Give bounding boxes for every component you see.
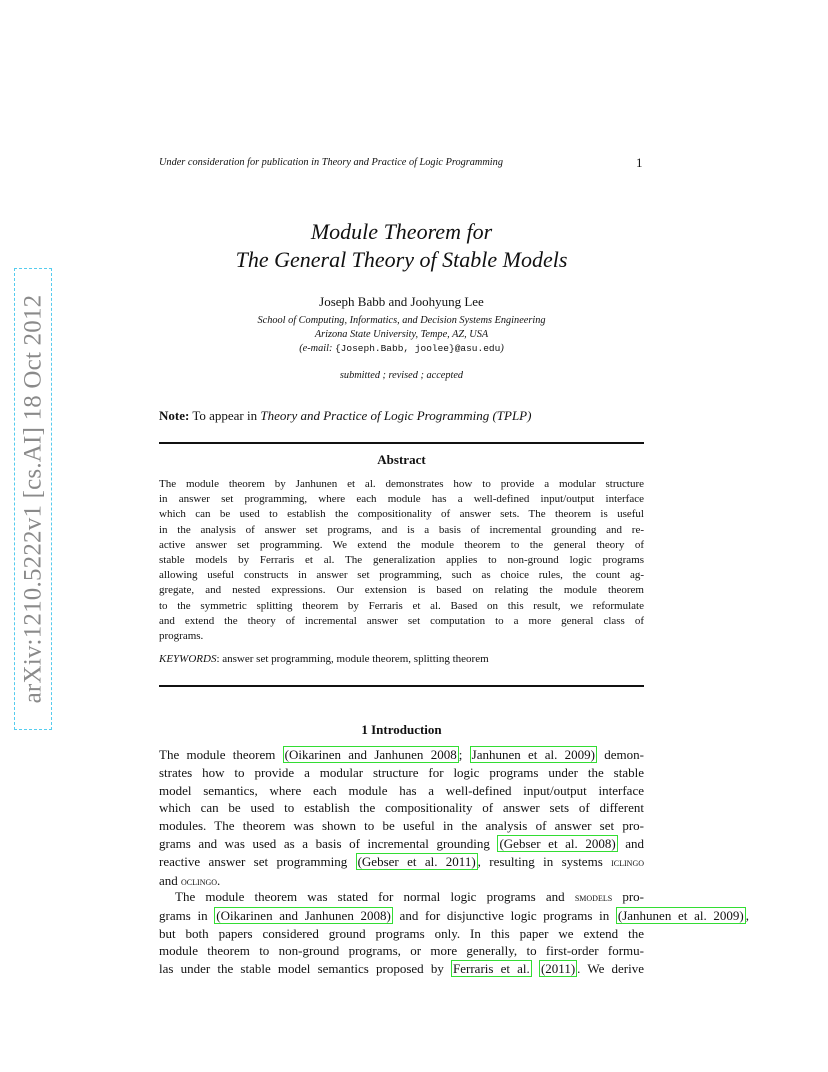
- paragraph-line: which can be used to establish the compositionality of answer sets of different: [159, 800, 644, 816]
- text-run: . We derive: [577, 961, 644, 977]
- intro-paragraph-2: [159, 888, 749, 978]
- citation-link[interactable]: (Gebser et al. 2008): [499, 835, 616, 851]
- arxiv-stamp: [14, 268, 52, 730]
- abstract-body: [159, 477, 644, 644]
- paper-title: [159, 218, 644, 274]
- abstract-line: gregate, and nested expressions. Our extension is based on relating the module theorem: [159, 584, 644, 597]
- intro-paragraph-1: [159, 746, 644, 890]
- paragraph-line: [159, 960, 644, 978]
- text-run: and: [159, 872, 182, 888]
- abstract-line: programs.: [159, 630, 204, 643]
- paragraph-line: [159, 888, 644, 907]
- running-head: Under consideration for publication in Theory and Practice of Logic Programming: [159, 157, 503, 168]
- text-run: grams and was used as a basis of incremental grounding: [159, 835, 498, 851]
- citation-link[interactable]: (Janhunen et al. 2009): [617, 907, 744, 923]
- email-address: {Joseph.Babb, joolee}@asu.edu: [334, 343, 501, 354]
- email-line: [159, 343, 644, 354]
- submission-dates: submitted ; revised ; accepted: [339, 370, 464, 381]
- system-name: oclingo: [181, 873, 218, 888]
- system-name: iclingo: [611, 854, 644, 869]
- text-run: grams in: [159, 907, 215, 923]
- text-run: The module theorem was stated for normal logic programs and: [175, 889, 575, 904]
- paragraph-line: model semantics, where each module has a well-defined input/output interface: [159, 782, 644, 798]
- paragraph-line: module theorem to non-ground programs, or more generally, to first-order formu-: [159, 943, 644, 959]
- paragraph-line: [159, 907, 749, 925]
- abstract-line: stable models by Ferraris et al. The generalization applies to non-ground logic programs: [159, 554, 644, 567]
- keywords-label: KEYWORDS: [159, 653, 217, 665]
- citation-link[interactable]: Ferraris et al.: [453, 961, 530, 977]
- abstract-top-rule: [159, 442, 644, 444]
- text-run: pro-: [612, 889, 644, 904]
- paragraph-line: but both papers considered ground programs only. In this paper we extend the: [159, 925, 644, 941]
- authors: Joseph Babb and Joohyung Lee: [319, 294, 484, 309]
- note-text: To appear in: [189, 408, 261, 423]
- abstract-line: which can be used to establish the compositionality of answer sets. The theorem is useful: [159, 508, 644, 521]
- paragraph-line: [159, 853, 644, 872]
- publication-note: [159, 408, 644, 424]
- citation-link[interactable]: (Oikarinen and Janhunen 2008): [216, 907, 391, 923]
- page-number: 1: [636, 155, 643, 170]
- title-line-1: Module Theorem for: [310, 219, 493, 244]
- abstract-line: and extend the theory of incremental answer set computation to a more general class of: [159, 614, 644, 627]
- text-run: ,: [745, 907, 749, 923]
- affiliation-line-1: School of Computing, Informatics, and Decision Systems Engineering: [257, 315, 546, 326]
- abstract-line: active answer set programming. We extend the module theorem to the general theory of: [159, 538, 644, 551]
- keywords-list: : answer set programming, module theorem, splitting theorem: [216, 653, 489, 665]
- abstract-line: The module theorem by Janhunen et al. demonstrates how to provide a modular structure: [159, 478, 644, 490]
- abstract-line: in answer set programming, where each module has a well-defined input/output interface: [159, 493, 644, 506]
- text-run: , resulting in systems: [477, 853, 612, 869]
- text-run: demon-: [596, 747, 644, 762]
- title-line-2: The General Theory of Stable Models: [235, 247, 568, 272]
- citation-link[interactable]: (Oikarinen and Janhunen 2008: [284, 747, 457, 762]
- abstract-line: to the symmetric splitting theorem by Ferraris et al. Based on this result, we reformulate: [159, 599, 644, 612]
- text-run: .: [217, 872, 221, 888]
- abstract-line: allowing useful constructs in answer set programming, such as choice rules, the count ag-: [159, 569, 644, 582]
- keywords: [159, 653, 644, 665]
- text-run: The module theorem: [159, 747, 283, 762]
- abstract-heading: Abstract: [377, 452, 426, 467]
- system-name: smodels: [574, 890, 613, 904]
- text-run: ;: [458, 747, 470, 762]
- citation-link[interactable]: (2011): [540, 961, 576, 977]
- paragraph-line: modules. The theorem was shown to be useful in the analysis of answer set pro-: [159, 818, 644, 834]
- text-run: reactive answer set programming: [159, 853, 356, 869]
- affiliation-line-2: Arizona State University, Tempe, AZ, USA: [314, 329, 489, 340]
- email-suffix: ): [500, 343, 504, 354]
- note-venue: Theory and Practice of Logic Programming (TPLP): [260, 408, 532, 423]
- text-run: and for disjunctive logic programs in: [392, 907, 616, 923]
- text-run: las under the stable model semantics proposed by: [159, 961, 452, 977]
- abstract-bottom-rule: [159, 685, 644, 687]
- paragraph-line: [159, 746, 644, 764]
- paragraph-line: strates how to provide a modular structure for logic programs under the stable: [159, 764, 644, 780]
- note-label: Note:: [159, 408, 190, 423]
- email-prefix: (e-mail:: [299, 343, 335, 354]
- citation-link[interactable]: (Gebser et al. 2011): [357, 853, 476, 869]
- text-run: [532, 961, 539, 976]
- arxiv-identifier: arXiv:1210.5222v1 [cs.AI] 18 Oct 2012: [19, 294, 46, 704]
- section-heading-introduction: 1 Introduction: [361, 722, 442, 737]
- paragraph-line: [159, 835, 644, 853]
- abstract-line: in the analysis of answer set programs, and is a basis of incremental grounding and re-: [159, 523, 644, 536]
- text-run: and: [617, 835, 644, 851]
- citation-link[interactable]: Janhunen et al. 2009): [471, 747, 595, 762]
